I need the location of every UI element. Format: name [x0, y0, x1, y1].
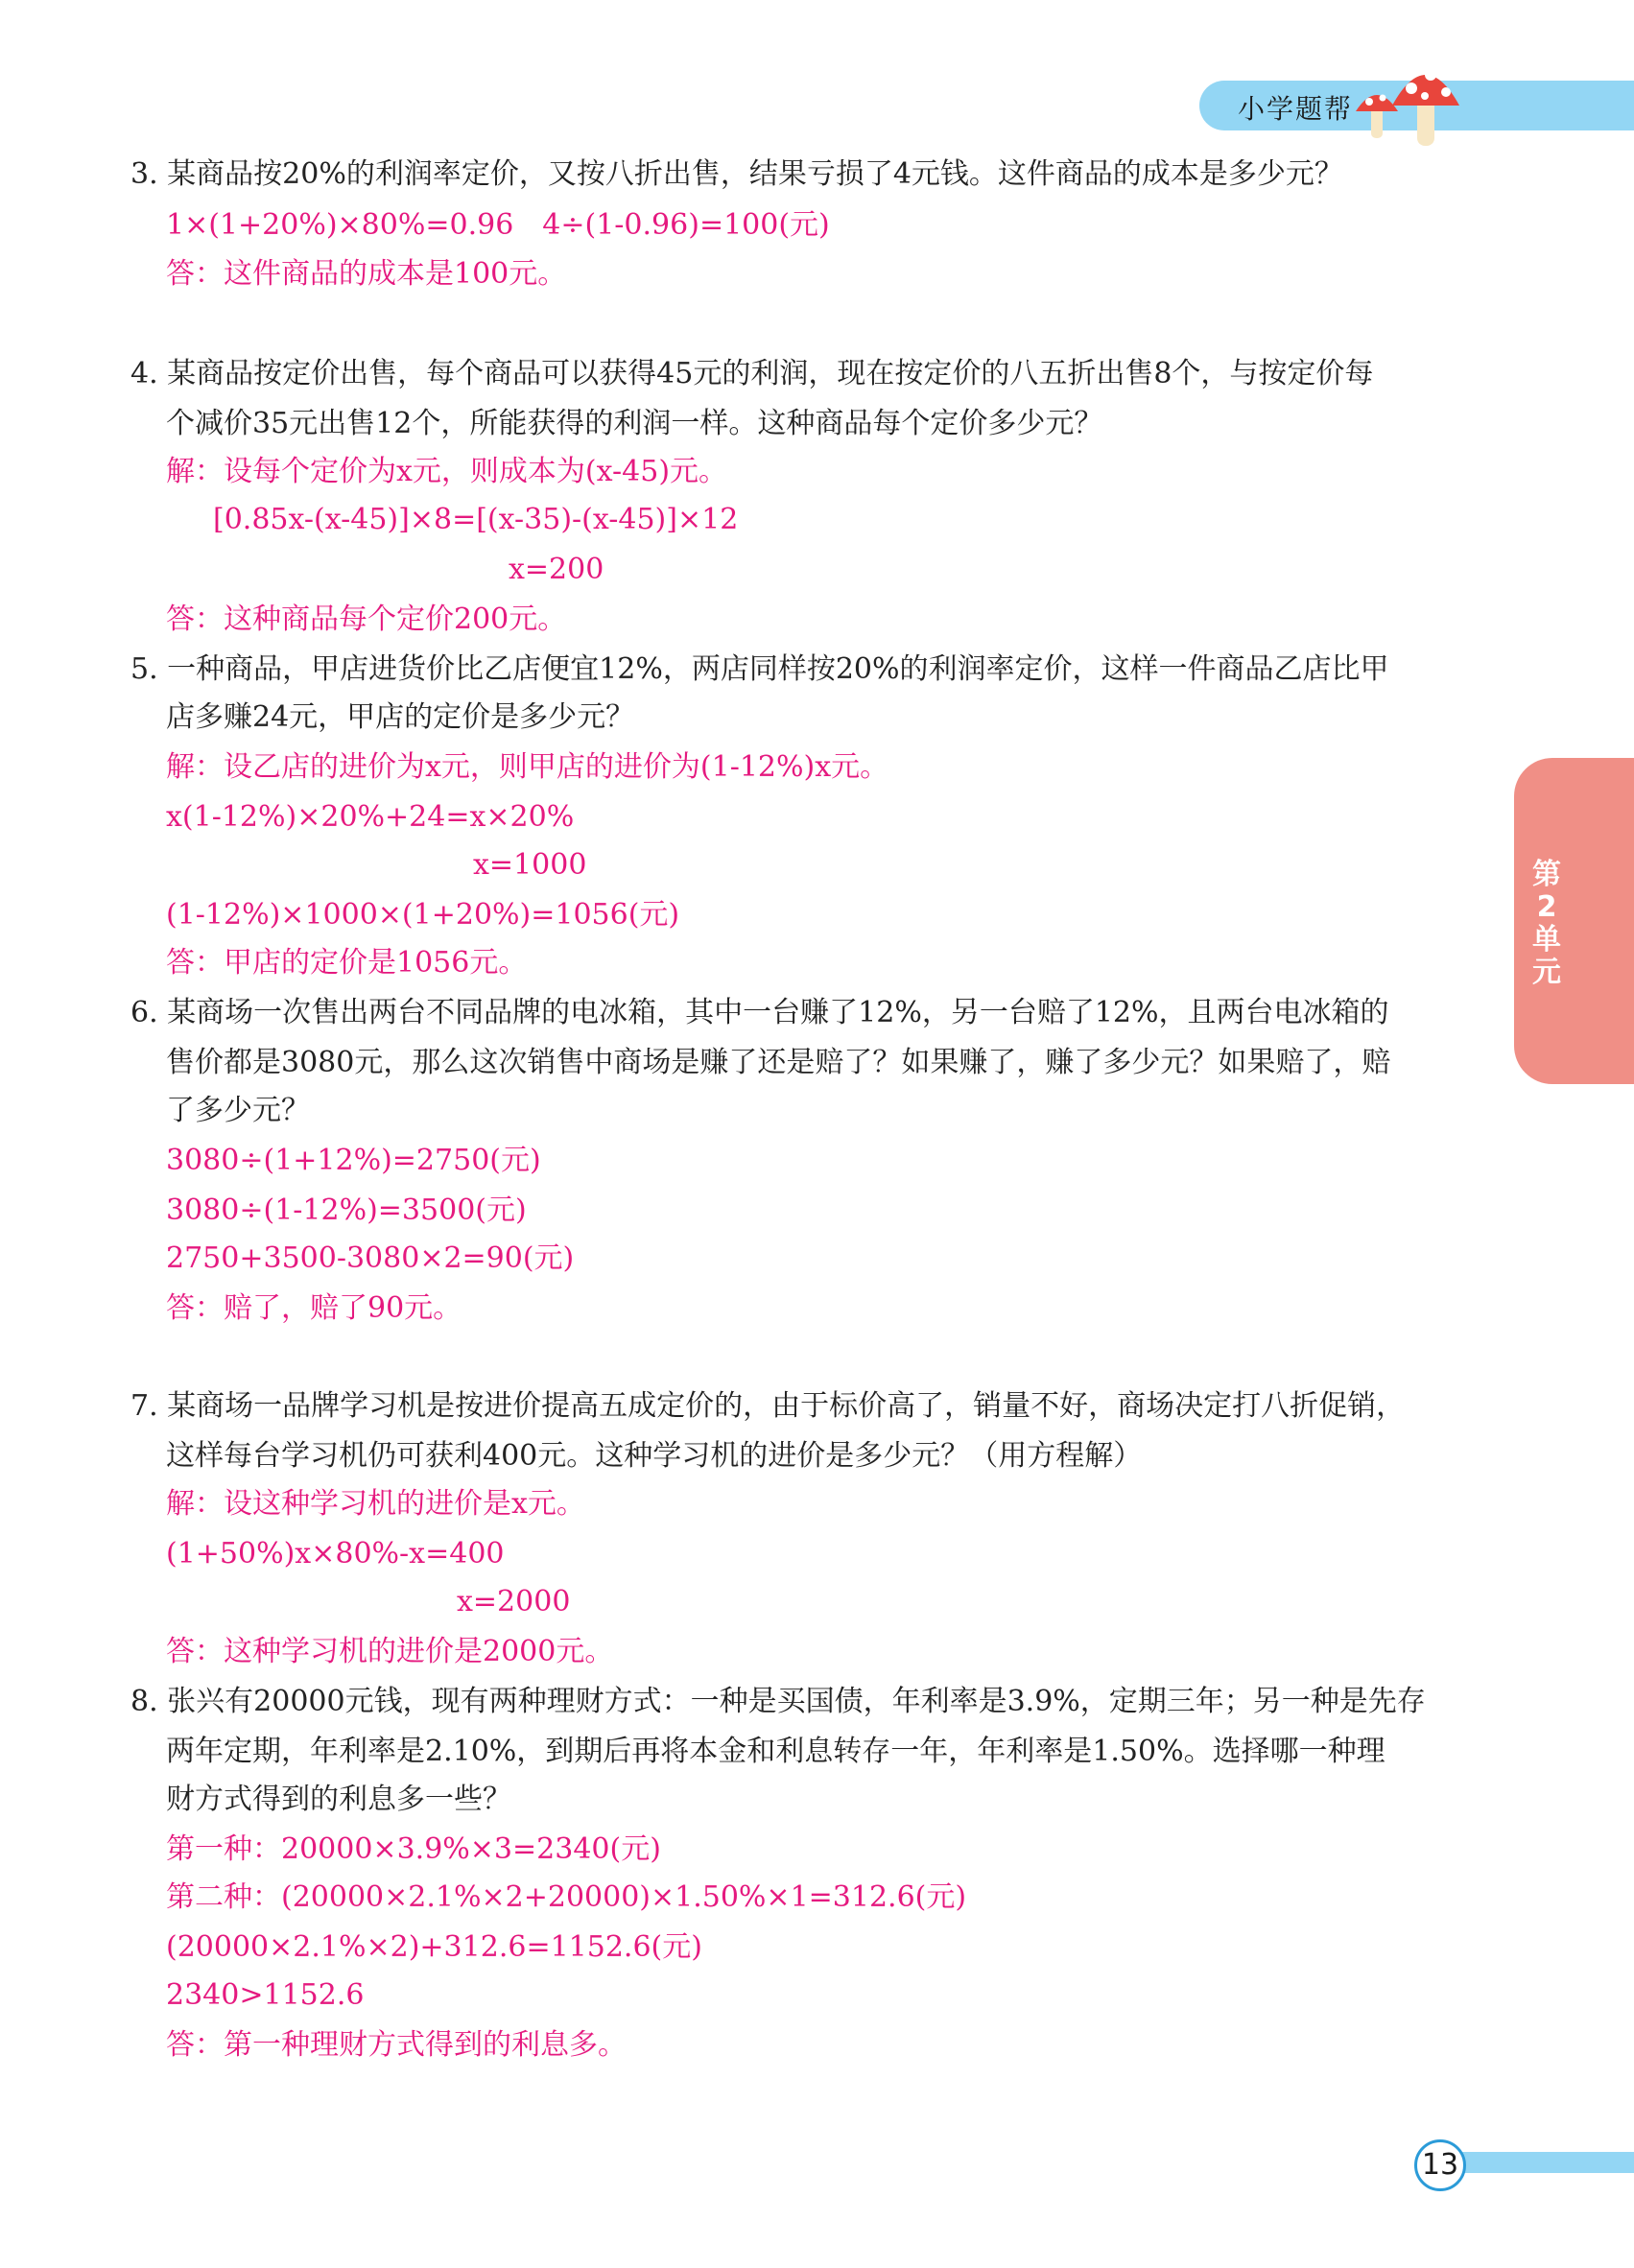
brand-title: 小学题帮 [1238, 93, 1354, 125]
question-line: 5. 一种商品，甲店进货价比乙店便宜12%，两店同样按20%的利润率定价，这样一件商品乙店比甲 [130, 652, 1389, 686]
answer-line: 答：赔了，赔了90元。 [166, 1291, 462, 1325]
answer-line: x(1-12%)×20%+24=x×20% [166, 800, 575, 834]
answer-line: 答：第一种理财方式得到的利息多。 [166, 2028, 627, 2062]
question-line: 8. 张兴有20000元钱，现有两种理财方式：一种是买国债，年利率是3.9%，定期三年；另一种是先存 [130, 1685, 1426, 1718]
answer-line: x=2000 [457, 1585, 571, 1618]
question-line: 4. 某商品按定价出售，每个商品可以获得45元的利润，现在按定价的八五折出售8个，与按定价每 [130, 357, 1374, 390]
page-number-bar [1439, 2152, 1634, 2173]
answer-line: 2340>1152.6 [166, 1978, 365, 2012]
answer-line: 第二种：(20000×2.1%×2+20000)×1.50%×1=312.6(元) [166, 1880, 967, 1914]
answer-line: 1×(1+20%)×80%=0.96 4÷(1-0.96)=100(元) [166, 208, 830, 242]
answer-line: 答：这件商品的成本是100元。 [166, 257, 567, 291]
answer-line: 答：甲店的定价是1056元。 [166, 946, 528, 980]
page-number: 13 [1414, 2139, 1466, 2191]
question-line: 财方式得到的利息多一些？ [166, 1783, 511, 1816]
answer-line: 第一种：20000×3.9%×3=2340(元) [166, 1832, 661, 1866]
question-line: 7. 某商场一品牌学习机是按进价提高五成定价的，由于标价高了，销量不好，商场决定打八折促销， [130, 1389, 1406, 1423]
question-line: 了多少元？ [166, 1094, 310, 1127]
question-line: 个减价35元出售12个，所能获得的利润一样。这种商品每个定价多少元？ [166, 407, 1103, 440]
question-line: 3. 某商品按20%的利润率定价，又按八折出售，结果亏损了4元钱。这件商品的成本是多少元？ [130, 157, 1343, 191]
question-line: 两年定期，年利率是2.10%，到期后再将本金和利息转存一年，年利率是1.50%。选择哪一种理 [166, 1735, 1385, 1768]
question-line: 这样每台学习机仍可获利400元。这种学习机的进价是多少元？（用方程解） [166, 1439, 1143, 1473]
answer-line: 3080÷(1-12%)=3500(元) [166, 1193, 527, 1227]
question-line: 店多赚24元，甲店的定价是多少元？ [166, 700, 635, 734]
question-line: 售价都是3080元，那么这次销售中商场是赚了还是赔了？如果赚了，赚了多少元？如果赔了，赔 [166, 1046, 1391, 1079]
unit-label: 第2单元 [1532, 858, 1561, 989]
answer-line: x=200 [509, 553, 604, 586]
answer-line: x=1000 [473, 848, 587, 882]
answer-line: 答：这种商品每个定价200元。 [166, 602, 567, 636]
answer-line: [0.85x-(x-45)]×8=[(x-35)-(x-45)]×12 [213, 503, 739, 536]
answer-line: 2750+3500-3080×2=90(元) [166, 1241, 575, 1275]
question-line: 6. 某商场一次售出两台不同品牌的电冰箱，其中一台赚了12%，另一台赔了12%，且两台电冰箱的 [130, 996, 1389, 1029]
answer-line: 解：设乙店的进价为x元，则甲店的进价为(1-12%)x元。 [166, 750, 889, 784]
answer-line: 3080÷(1+12%)=2750(元) [166, 1144, 541, 1177]
answer-line: (1+50%)x×80%-x=400 [166, 1537, 505, 1571]
answer-line: (1-12%)×1000×(1+20%)=1056(元) [166, 898, 680, 932]
answer-line: 答：这种学习机的进价是2000元。 [166, 1635, 614, 1668]
mushroom-icon [1348, 50, 1473, 151]
answer-line: 解：设每个定价为x元，则成本为(x-45)元。 [166, 455, 728, 488]
answer-line: 解：设这种学习机的进价是x元。 [166, 1487, 585, 1521]
answer-line: (20000×2.1%×2)+312.6=1152.6(元) [166, 1930, 702, 1964]
